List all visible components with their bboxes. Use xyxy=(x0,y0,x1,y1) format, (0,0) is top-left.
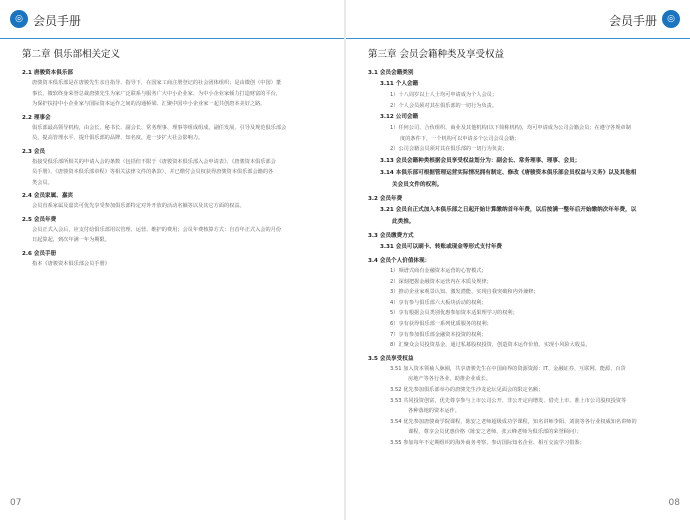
club-logo-icon: ◎ xyxy=(662,10,680,28)
page-header xyxy=(0,0,344,39)
subsection-continued: 此类推。 xyxy=(392,218,415,225)
list-item: 7）享有参加俱乐部金融资本投资的权利； xyxy=(390,331,487,338)
section-title: 2.2 理事会 xyxy=(22,114,51,121)
page-number: 08 xyxy=(668,498,680,508)
left-page xyxy=(0,0,344,520)
subsection-title: 3.21 会员自正式加入本俱乐部之日起开始计算缴纳首年年费，以后按满一整年后开始缴纳次年年费，以 xyxy=(380,206,637,213)
chapter-title: 第三章 会员会籍种类及享受权益 xyxy=(368,49,505,60)
paragraph-line: 类会员。 xyxy=(32,179,53,186)
list-item: 3）推动企业家观景认知、激发潜能、实现自我突破和内外兼修； xyxy=(390,289,539,296)
list-item: 3.51 加入资本领袖人脉圈，共享唐骏先生在中国商界的资源资源：IT、金融证券、互联网、能源、百货 xyxy=(390,365,626,372)
chapter-title: 第二章 俱乐部相关定义 xyxy=(22,49,121,60)
paragraph-line: 为保护扶持中小企业家与国际资本运作之间的沟通桥梁、汇聚中国中小企业家一起共创唐本美好之路。 xyxy=(32,101,266,107)
paragraph-line: 会员正式入会后，应支付给俱乐部用以管理、运营、维护的费用；会员年费核算方式：自首年正式入会的月份 xyxy=(32,226,282,233)
section-title: 2.1 唐骏资本俱乐部 xyxy=(22,70,74,76)
paragraph-line: 会员直系家属及嘉宾可优先享受参加俱乐部特定对外开放的活动名额等以及其它方面的权益。 xyxy=(32,203,245,209)
right-content xyxy=(368,46,676,448)
list-item: 3.53 共同投资创富，优先尊享参与上市公司公开、非公开定向增发、借壳上市、准上市公司股权投资等 xyxy=(390,397,627,404)
page-header xyxy=(346,0,690,39)
list-item: 1）任何公司、合伙组织、商业及其他机构(以下简称机构)，均可申请成为公司会籍会员；在遵守各规章制 xyxy=(390,125,631,132)
list-item: 1）频谱式商有金融资本运营的心智模式； xyxy=(390,267,487,274)
section-title: 3.5 会员享受权益 xyxy=(368,355,414,362)
left-content xyxy=(22,46,330,269)
paragraph-line: 指接受俱乐部所相关的申请入会的条数（包括但不限于《唐骏资本俱乐部入会申请表》、《唐骏资本俱乐部会 xyxy=(32,158,276,165)
header-title: 会员手册 xyxy=(33,14,82,28)
section-title: 3.1 会员会籍类别 xyxy=(368,70,414,76)
list-item: 2）个人会员须对其在俱乐部的一切行为负责。 xyxy=(390,102,498,109)
list-item-continued: 各种落地的资本运作。 xyxy=(408,408,460,415)
header-title: 会员手册 xyxy=(608,14,657,28)
paragraph-line: 俱乐部最高领导机构，由会长、秘书长、副会长、常务理事、理事等组成组成，副任发展、引导及规范俱乐部会 xyxy=(32,124,287,131)
subsection-title: 3.13 会员会籍种类根据会员享受权益划分为：副会长、常务理事、理事、会员； xyxy=(380,157,581,164)
list-item: 3.54 优先参加唐骏商学院课程，陈安之老师超级成功学课程，知名讲师李阳、刘润等各行业权威知名讲师的 xyxy=(390,418,637,425)
list-item: 2）深刻把握金融资本运营内在本质及规律； xyxy=(390,278,492,285)
section-title: 2.6 会员手册 xyxy=(22,250,57,257)
list-item: 4）享有参与俱乐部六大板块活动的权利； xyxy=(390,299,487,306)
list-item: 5）享有根据会员类别优惠参加资本适果理学习的权利； xyxy=(390,310,518,317)
section-title: 3.3 会员缴费方式 xyxy=(368,232,414,239)
list-item: 1）十八周岁以上人士均可申请成为个人会员； xyxy=(390,92,498,98)
paragraph-line: 事长、微软终身荣誉总裁唐骏先生为家广泛联系与服务广大中小企业家、为中小企业家倾力打造财富的平台， xyxy=(32,90,282,97)
subsection-title: 3.12 公司会籍 xyxy=(380,114,419,121)
list-item: 3.55 参加每年不定期组织的海外商务考察、参访国际知名企业、相互交流学习借鉴； xyxy=(390,439,585,446)
paragraph-line: 日起算起，到次年满一年为期限。 xyxy=(32,237,110,243)
paragraph-line: 唐骏资本俱乐部是在唐骏先生亲自指导、指导下，在国家工商注册登记的社会团体组织；是由微创（中国）董 xyxy=(32,80,282,86)
section-title: 3.2 会员年费 xyxy=(368,195,403,202)
section-title: 3.4 会员个人价值体现： xyxy=(368,257,431,264)
list-item-continued: 度的条件下，一个机构可以申请多个公司会员会籍； xyxy=(400,135,520,142)
list-item: 8）汇聚众会员投资基金，通过私募股权投资，创造资本运作价值、实现小风险大收益。 xyxy=(390,342,591,349)
section-title: 2.4 会员家属、嘉宾 xyxy=(22,193,74,199)
subsection-continued: 关会员文件的权利。 xyxy=(392,181,443,188)
paragraph-line: 指本《唐骏资本俱乐部会员手册》 xyxy=(32,260,110,267)
list-item: 2）公司会籍会员须对其在俱乐部的一切行为负责； xyxy=(390,146,508,153)
list-item: 6）享有获得俱乐部一系列优质服务的权利； xyxy=(390,320,492,327)
paragraph-line: 员手册》、《唐骏资本俱乐部章程》等相关法律文件的条款），并已缴付会员权获得唐骏资本俱乐部会籍的各 xyxy=(32,169,274,175)
right-page xyxy=(346,0,690,520)
club-logo-icon: ◎ xyxy=(10,10,28,28)
page-number: 07 xyxy=(10,498,22,508)
section-title: 2.3 会员 xyxy=(22,148,46,155)
subsection-title: 3.11 个人会籍 xyxy=(380,81,419,87)
section-title: 2.5 会员年费 xyxy=(22,216,57,223)
list-item-continued: 课程，尊享会员优惠价格（陈安之老师、张云峰老师为俱乐部的荣誉顾问）； xyxy=(408,429,582,436)
subsection-title: 3.14 本俱乐部可根据管理运营实际情况拥有制定、修改《唐骏资本俱乐部会员权益与义务》以及其他相 xyxy=(380,169,637,176)
paragraph-line: 员，提高管理水平、提升俱乐部的品牌、知名度，进一步扩大社会影响力。 xyxy=(32,135,204,141)
list-item: 3.52 优先参加俱乐部举办的唐骏先生沙龙论坛见面会的限定名额； xyxy=(390,386,544,393)
list-item-continued: 房地产等各行各业，助推企业成长。 xyxy=(408,376,492,383)
subsection-title: 3.31 会员可以刷卡、转账或现金等形式支付年费 xyxy=(380,243,503,250)
